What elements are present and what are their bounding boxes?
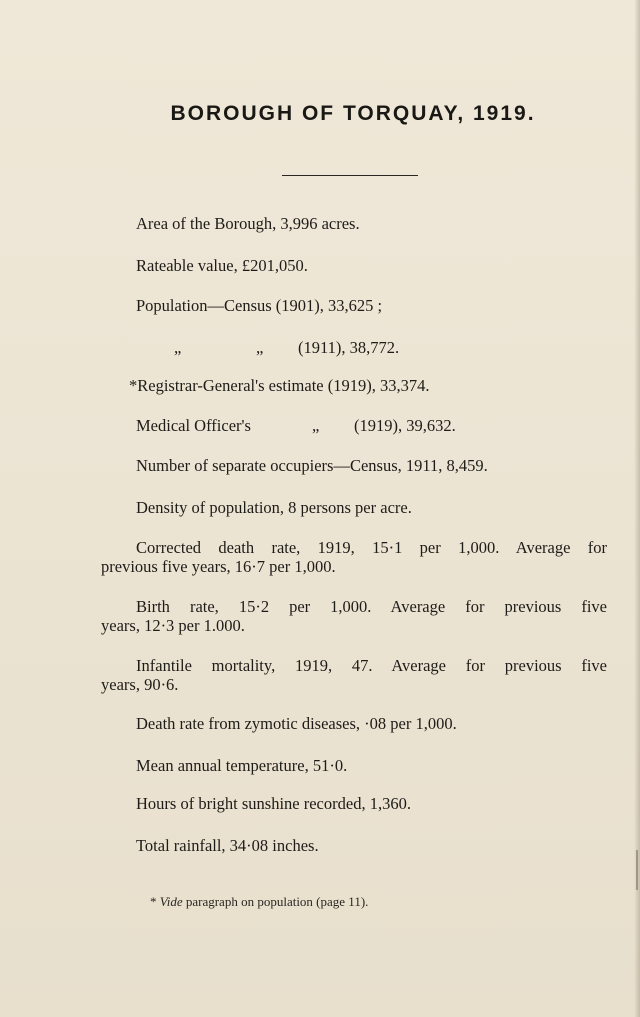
death-rate-paragraph — [101, 538, 607, 576]
birth-rate-paragraph — [101, 597, 607, 635]
infantile-line-2: years, 90·6. — [101, 675, 179, 694]
title-rule — [282, 175, 418, 176]
infantile-mortality-paragraph — [101, 656, 607, 694]
area-line: Area of the Borough, 3,996 acres. — [136, 214, 360, 233]
page-title: BOROUGH OF TORQUAY, 1919. — [170, 102, 536, 125]
death-rate-line-1: Corrected death rate, 1919, 15·1 per 1,000. Average for — [136, 538, 607, 557]
temperature-line: Mean annual temperature, 51·0. — [136, 756, 348, 775]
ditto-text-2: „ — [256, 338, 264, 357]
registrar-estimate-line: *Registrar-General's estimate (1919), 33,374. — [129, 376, 430, 395]
footnote-star: * — [150, 894, 157, 909]
density-line: Density of population, 8 persons per acre. — [136, 498, 412, 517]
ditto-mark-2 — [256, 338, 263, 358]
ditto-text-3: „ — [312, 416, 320, 435]
footnote-text: paragraph on population (page 11). — [185, 894, 369, 909]
rainfall-line: Total rainfall, 34·08 inches. — [136, 836, 319, 855]
infantile-line-1: Infantile mortality, 1919, 47. Average for previous five — [136, 656, 607, 675]
birth-rate-line-1: Birth rate, 15·2 per 1,000. Average for previous five — [136, 597, 607, 616]
medical-officer-label: Medical Officer's — [136, 416, 251, 435]
ditto-text-1: „ — [174, 338, 182, 357]
footnote — [150, 894, 368, 910]
sunshine-line: Hours of bright sunshine recorded, 1,360. — [136, 794, 411, 813]
ditto-mark-1 — [174, 338, 181, 358]
page-edge-mark — [636, 850, 638, 890]
footnote-vide: Vide — [159, 894, 183, 909]
zymotic-line: Death rate from zymotic diseases, ·08 per 1,000. — [136, 714, 457, 733]
census-1911-line: (1911), 38,772. — [298, 338, 400, 357]
population-census-line: Population—Census (1901), 33,625 ; — [136, 296, 383, 315]
occupiers-line: Number of separate occupiers—Census, 1911, 8,459. — [136, 456, 488, 475]
rateable-value-line: Rateable value, £201,050. — [136, 256, 308, 275]
death-rate-line-2: previous five years, 16·7 per 1,000. — [101, 557, 336, 576]
birth-rate-line-2: years, 12·3 per 1.000. — [101, 616, 245, 635]
ditto-mark-3 — [312, 416, 319, 436]
medical-officer-value: (1919), 39,632. — [354, 416, 456, 435]
